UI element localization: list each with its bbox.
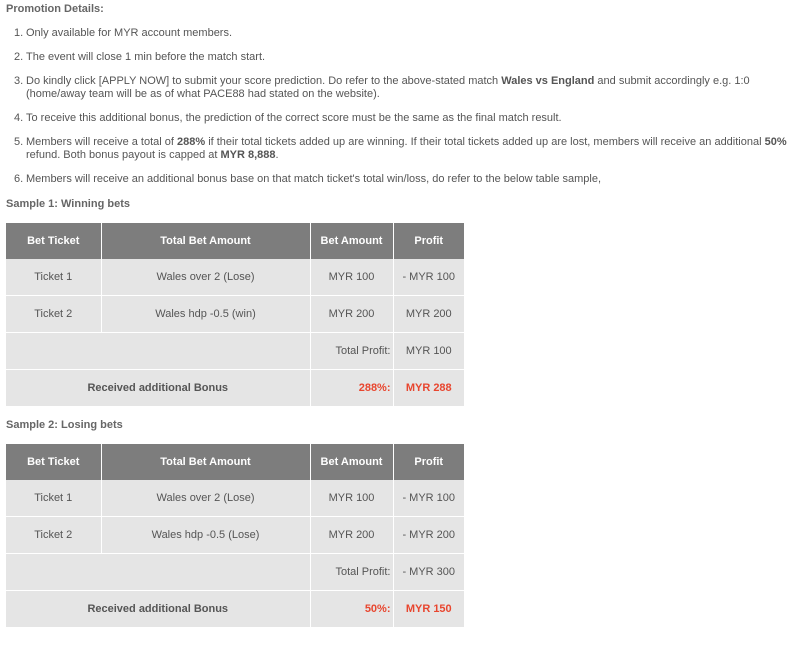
total-profit-value: MYR 100 xyxy=(393,333,464,370)
sample-table xyxy=(6,223,464,407)
column-header: Total Bet Amount xyxy=(101,223,310,259)
term-number: 4. xyxy=(14,112,24,124)
sample-title: Sample 1: Winning bets xyxy=(6,198,130,210)
term-text: The event will close 1 min before the match start. xyxy=(26,51,266,63)
table-cell: Ticket 1 xyxy=(6,259,101,296)
column-header: Profit xyxy=(393,444,464,480)
total-profit-label: Total Profit: xyxy=(310,554,393,591)
total-spacer xyxy=(6,554,310,591)
term-text: if their total tickets added up are winning. If their total tickets added up are lost, members will receive an additional xyxy=(205,136,765,148)
term-text: Members will receive an additional bonus base on that match ticket's total win/loss, do refer to the below table sample, xyxy=(26,173,602,185)
column-header: Bet Amount xyxy=(310,444,393,480)
term-item xyxy=(14,173,791,186)
table-cell: Wales over 2 (Lose) xyxy=(101,480,310,517)
samples-container xyxy=(6,197,791,628)
column-header: Total Bet Amount xyxy=(101,444,310,480)
table-cell: Ticket 2 xyxy=(6,517,101,554)
column-header: Bet Amount xyxy=(310,223,393,259)
term-item xyxy=(14,136,791,162)
total-profit-label: Total Profit: xyxy=(310,333,393,370)
column-header: Bet Ticket xyxy=(6,444,101,480)
table-cell: MYR 100 xyxy=(310,259,393,296)
table-row xyxy=(6,480,464,517)
table-cell: MYR 200 xyxy=(310,296,393,333)
table-cell: Ticket 2 xyxy=(6,296,101,333)
sample-table xyxy=(6,444,464,628)
term-text: Do kindly click [APPLY NOW] to submit your score prediction. Do refer to the above-stated match xyxy=(26,75,502,87)
term-number: 5. xyxy=(14,136,24,148)
bonus-value: MYR 288 xyxy=(393,370,464,407)
table-cell: Wales hdp -0.5 (win) xyxy=(101,296,310,333)
term-emphasis: Wales vs England xyxy=(501,75,595,87)
total-profit-value: - MYR 300 xyxy=(393,554,464,591)
term-item xyxy=(14,51,791,64)
table-cell: MYR 200 xyxy=(393,296,464,333)
promotion-heading: Promotion Details: xyxy=(6,3,104,15)
table-cell: Wales over 2 (Lose) xyxy=(101,259,310,296)
bonus-label: Received additional Bonus xyxy=(6,370,310,407)
table-cell: Wales hdp -0.5 (Lose) xyxy=(101,517,310,554)
bonus-row xyxy=(6,370,464,407)
bonus-value: MYR 150 xyxy=(393,591,464,628)
term-emphasis: 288% xyxy=(177,136,206,148)
term-number: 1. xyxy=(14,27,24,39)
table-row xyxy=(6,259,464,296)
term-item xyxy=(14,75,791,101)
term-text: . xyxy=(275,149,279,161)
term-item xyxy=(14,27,791,40)
table-row xyxy=(6,296,464,333)
table-row xyxy=(6,517,464,554)
table-cell: - MYR 100 xyxy=(393,259,464,296)
term-item xyxy=(14,112,791,125)
table-cell: MYR 200 xyxy=(310,517,393,554)
term-number: 2. xyxy=(14,51,24,63)
column-header: Bet Ticket xyxy=(6,223,101,259)
table-cell: MYR 100 xyxy=(310,480,393,517)
term-emphasis: MYR 8,888 xyxy=(220,149,276,161)
term-text: Members will receive a total of xyxy=(26,136,177,148)
bonus-percentage: 50%: xyxy=(310,591,393,628)
total-spacer xyxy=(6,333,310,370)
table-cell: - MYR 200 xyxy=(393,517,464,554)
total-row xyxy=(6,554,464,591)
table-cell: Ticket 1 xyxy=(6,480,101,517)
bonus-row xyxy=(6,591,464,628)
table-header-row xyxy=(6,444,464,480)
term-number: 3. xyxy=(14,75,24,87)
sample-title: Sample 2: Losing bets xyxy=(6,419,123,431)
term-text: refund. Both bonus payout is capped at xyxy=(26,149,221,161)
total-row xyxy=(6,333,464,370)
promotion-content xyxy=(6,2,791,628)
term-text: To receive this additional bonus, the prediction of the correct score must be the same as the final match result. xyxy=(26,112,562,124)
terms-list xyxy=(6,27,791,186)
column-header: Profit xyxy=(393,223,464,259)
bonus-percentage: 288%: xyxy=(310,370,393,407)
term-text: Only available for MYR account members. xyxy=(26,27,233,39)
table-cell: - MYR 100 xyxy=(393,480,464,517)
term-number: 6. xyxy=(14,173,24,185)
term-emphasis: 50% xyxy=(764,136,787,148)
term-text: and submit accordingly e.g. 1:0 (home/away team will be as of what PACE88 had stated on the website). xyxy=(26,75,750,100)
table-header-row xyxy=(6,223,464,259)
bonus-label: Received additional Bonus xyxy=(6,591,310,628)
